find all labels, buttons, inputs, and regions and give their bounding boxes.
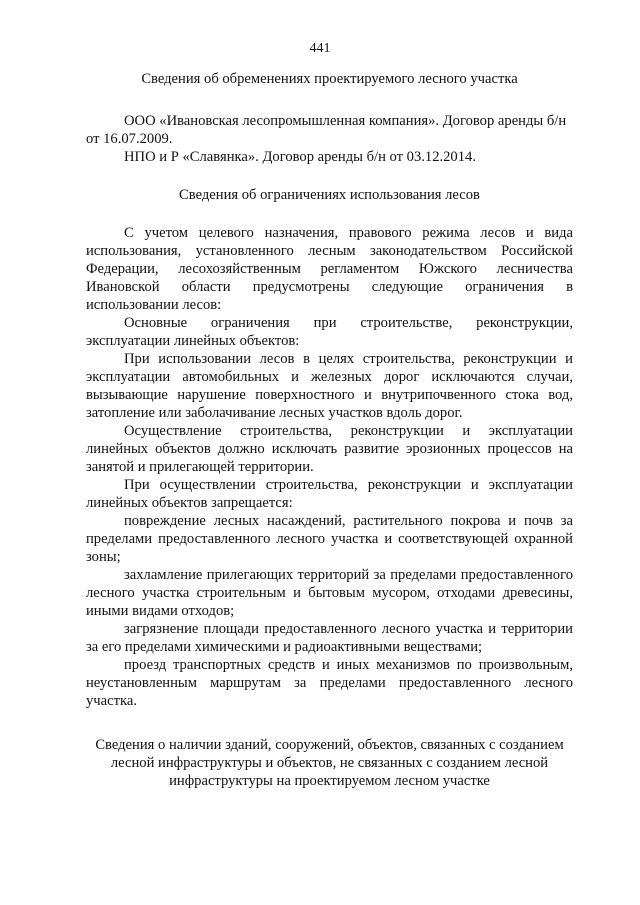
restrictions-title: Сведения об ограничениях использования лесов <box>179 187 480 203</box>
encumbrance-line-1: ООО «Ивановская лесопромышленная компания». Договор аренды б/н от 16.07.2009. <box>86 113 567 147</box>
restrictions-item-damage: повреждение лесных насаждений, растительного покрова и почв за пределами предоставленного лесного участка и соответствующей охранной зоны; <box>86 513 573 565</box>
restrictions-paragraph-linear-objects: Основные ограничения при строительстве, реконструкции, эксплуатации линейных объектов: <box>86 315 573 349</box>
restrictions-paragraph-prohibited: При осуществлении строительства, реконструкции и эксплуатации линейных объектов запрещается: <box>86 477 573 511</box>
restrictions-paragraph-erosion: Осуществление строительства, реконструкции и эксплуатации линейных объектов должно исключать развитие эрозионных процессов на занятой и прилегающей территории. <box>86 423 573 475</box>
restrictions-item-littering: захламление прилегающих территорий за пределами предоставленного лесного участка строительным и бытовым мусором, отходами древесины, иными видами отходов; <box>86 567 573 619</box>
page-content <box>86 70 573 790</box>
restrictions-item-pollution: загрязнение площади предоставленного лесного участка и территории за его пределами химическими и радиоактивными веществами; <box>86 621 573 655</box>
encumbrance-title: Сведения об обременениях проектируемого лесного участка <box>141 71 518 87</box>
restrictions-paragraph-roads: При использовании лесов в целях строительства, реконструкции и эксплуатации автомобильных и железных дорог исключаются случаи, вызывающие нарушение поверхностного и внутрипочвенного стока вод, затопление или заболачивание лесных участков вдоль дорог. <box>86 351 573 421</box>
page-number: 441 <box>309 41 331 56</box>
encumbrance-line-2: НПО и Р «Славянка». Договор аренды б/н от 03.12.2014. <box>124 149 476 165</box>
buildings-title: Сведения о наличии зданий, сооружений, объектов, связанных с созданием лесной инфраструктуры и объектов, не связанных с созданием лесной инфраструктуры на проектируемом лесном участке <box>95 737 564 789</box>
restrictions-item-vehicles: проезд транспортных средств и иных механизмов по произвольным, неустановленным маршрутам за пределами предоставленного лесного участка. <box>86 657 573 709</box>
restrictions-paragraph-intro: С учетом целевого назначения, правового режима лесов и вида использования, установленного лесным законодательством Российской Федерации, лесохозяйственным регламентом Южского лесничества Ивановской области предусмотрены следующие ограничения в использовании лесов: <box>86 225 573 313</box>
